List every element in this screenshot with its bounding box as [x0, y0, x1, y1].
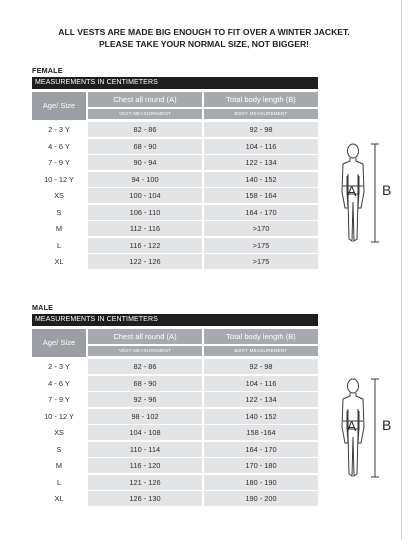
male-row-length: 190 - 200 [204, 491, 318, 506]
male-row-chest: 110 - 114 [88, 442, 202, 457]
female-row-size: L [32, 238, 86, 253]
male-row-length: 164 - 170 [204, 442, 318, 457]
male-measurement-bar: MEASUREMENTS IN CENTIMETERS [32, 314, 318, 326]
female-row-chest: 122 - 126 [88, 254, 202, 269]
female-row-length: 164 - 170 [204, 205, 318, 220]
female-row-chest: 82 - 86 [88, 122, 202, 137]
male-row-size: M [32, 458, 86, 473]
female-row-chest: 68 - 90 [88, 139, 202, 154]
male-chest-header: Chest all round (A) [88, 329, 202, 344]
male-row-length: 122 - 134 [204, 392, 318, 407]
male-row-length: 92 - 98 [204, 359, 318, 374]
female-row-size: 10 - 12 Y [32, 172, 86, 187]
female-row-length: >175 [204, 254, 318, 269]
female-section-title: FEMALE [32, 66, 63, 75]
male-row-size: XS [32, 425, 86, 440]
male-row-size: 2 - 3 Y [32, 359, 86, 374]
female-row-length: 140 - 152 [204, 172, 318, 187]
male-row-length: 158 -164 [204, 425, 318, 440]
female-row-length: >175 [204, 238, 318, 253]
female-measurement-bar: MEASUREMENTS IN CENTIMETERS [32, 77, 318, 89]
female-label-b: B [382, 182, 392, 198]
female-row-chest: 116 - 122 [88, 238, 202, 253]
female-row-size: XS [32, 188, 86, 203]
male-row-length: 180 - 190 [204, 475, 318, 490]
female-row-length: 92 - 98 [204, 122, 318, 137]
male-row-chest: 98 - 102 [88, 409, 202, 424]
male-row-size: L [32, 475, 86, 490]
male-chest-subheader: VEST MEASUREMENT [88, 346, 202, 356]
female-row-chest: 112 - 116 [88, 221, 202, 236]
size-notice [0, 26, 408, 50]
female-length-subheader: BODY MEASUREMENT [204, 109, 318, 119]
male-row-length: 104 - 116 [204, 376, 318, 391]
female-row-size: XL [32, 254, 86, 269]
male-row-chest: 121 - 126 [88, 475, 202, 490]
female-row-chest: 90 - 94 [88, 155, 202, 170]
female-body-figure [340, 140, 392, 255]
male-row-size: 10 - 12 Y [32, 409, 86, 424]
notice-line-1: ALL VESTS ARE MADE BIG ENOUGH TO FIT OVER A WINTER JACKET. [58, 27, 350, 37]
male-age-header: Age/ Size [32, 329, 86, 357]
female-chest-header: Chest all round (A) [88, 92, 202, 107]
notice-line-2: PLEASE TAKE YOUR NORMAL SIZE, NOT BIGGER! [98, 39, 310, 49]
male-body-figure [340, 375, 392, 490]
female-row-size: 4 - 6 Y [32, 139, 86, 154]
male-row-size: XL [32, 491, 86, 506]
male-row-size: 4 - 6 Y [32, 376, 86, 391]
male-row-chest: 82 - 86 [88, 359, 202, 374]
female-length-header: Total body length (B) [204, 92, 318, 107]
female-row-size: S [32, 205, 86, 220]
female-chest-subheader: VEST MEASUREMENT [88, 109, 202, 119]
male-row-size: 7 - 9 Y [32, 392, 86, 407]
female-row-chest: 100 - 104 [88, 188, 202, 203]
male-label-a: A [347, 418, 357, 434]
female-label-a: A [347, 183, 357, 199]
male-row-length: 170 - 180 [204, 458, 318, 473]
male-row-chest: 104 - 108 [88, 425, 202, 440]
female-row-length: 122 - 134 [204, 155, 318, 170]
male-row-chest: 116 - 120 [88, 458, 202, 473]
female-row-size: 2 - 3 Y [32, 122, 86, 137]
male-row-chest: 68 - 90 [88, 376, 202, 391]
female-row-length: 158 - 164 [204, 188, 318, 203]
page-edge-divider [401, 0, 402, 540]
female-row-size: 7 - 9 Y [32, 155, 86, 170]
male-row-chest: 92 - 96 [88, 392, 202, 407]
male-section-title: MALE [32, 303, 54, 312]
female-row-length: 104 - 116 [204, 139, 318, 154]
male-length-subheader: BODY MEASUREMENT [204, 346, 318, 356]
female-age-header: Age/ Size [32, 92, 86, 120]
male-row-size: S [32, 442, 86, 457]
female-row-chest: 94 - 100 [88, 172, 202, 187]
female-row-chest: 106 - 110 [88, 205, 202, 220]
male-label-b: B [382, 417, 392, 433]
male-length-header: Total body length (B) [204, 329, 318, 344]
male-row-chest: 126 - 130 [88, 491, 202, 506]
female-row-length: >170 [204, 221, 318, 236]
female-row-size: M [32, 221, 86, 236]
male-row-length: 140 - 152 [204, 409, 318, 424]
